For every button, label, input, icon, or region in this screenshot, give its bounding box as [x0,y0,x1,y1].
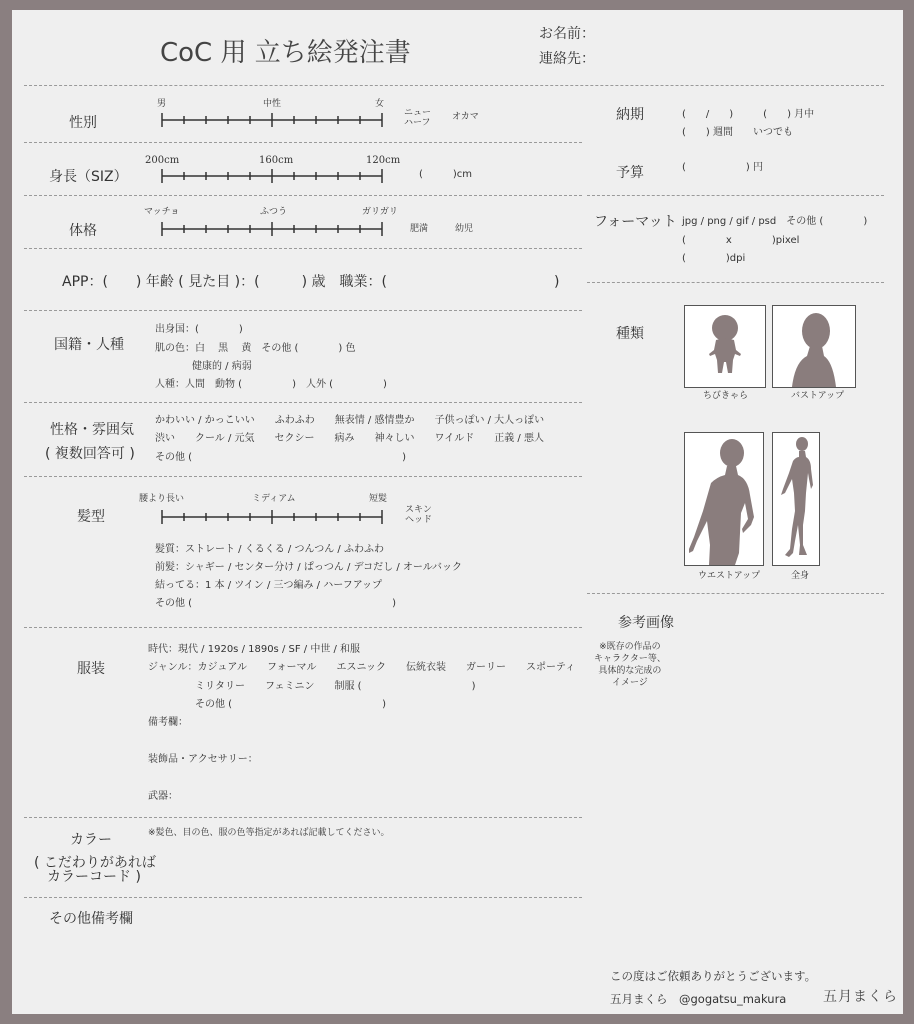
page-title: CoC 用 立ち絵発注書 [160,38,411,68]
format-dpi[interactable]: ( )dpi [682,253,746,264]
type-option-chibi[interactable] [684,305,766,388]
personality-options-2[interactable]: 渋い クール / 元気 セクシー 病み 神々しい ワイルド 正義 / 悪人 [155,433,544,444]
hair-texture[interactable]: 髪質：ストレート / くるくる / つんつん / ふわふわ [155,544,384,555]
budget-field[interactable]: ( ) 円 [682,162,763,173]
type-label-waistup: ウエストアップ [698,571,761,581]
format-label: フォーマット [594,214,677,230]
type-option-fullbody[interactable] [772,432,820,566]
height-scale-mid: 160cm [259,155,294,166]
hair-option-skinhead[interactable]: スキン ヘッド [405,505,433,525]
author-credit: 五月まくら @gogatsu_makura [610,992,787,1006]
fullbody-silhouette-icon [773,433,819,565]
deadline-label: 納期 [616,107,644,123]
bustup-silhouette-icon [773,306,855,387]
app-age-job-line[interactable]: APP：( ) 年齢 ( 見た目 )：( ) 歳 職業：( [62,274,387,290]
gender-scale-mid: 中性 [263,99,282,109]
clothing-era[interactable]: 時代：現代 / 1920s / 1890s / SF / 中世 / 和服 [148,644,361,655]
divider [587,195,884,196]
divider [24,897,582,898]
build-scale-left: マッチョ [144,207,180,217]
color-label: カラー [70,832,112,848]
hair-tied[interactable]: 結ってる：1 本 / ツイン / 三つ編み / ハーフアップ [155,580,383,591]
hair-bangs[interactable]: 前髪：シャギー / センター分け / ぱっつん / デコだし / オールバック [155,562,463,573]
hair-label: 髪型 [77,509,105,525]
color-note: ※髪色、目の色、服の色等指定があれば記載してください。 [148,828,390,838]
type-label-fullbody: 全身 [791,571,810,581]
other-notes-label: その他備考欄 [49,911,133,927]
color-sublabel-1: ( こだわりがあれば [34,855,156,871]
build-option-obese[interactable]: 肥満 [410,224,429,234]
height-label: 身長（SIZ） [49,169,128,185]
personality-sublabel: ( 複数回答可 ) [45,446,135,462]
divider [24,627,582,628]
divider [24,402,582,403]
deadline-date[interactable]: ( / ) ( ) 月中 [682,109,815,120]
divider [24,476,582,477]
format-filetype[interactable]: jpg / png / gif / psd その他 ( ) [682,216,868,227]
clothing-notes-label: 備考欄： [148,717,188,728]
build-label: 体格 [69,223,97,239]
divider [587,282,884,283]
name-label: お名前： [539,26,595,42]
personality-other[interactable]: その他 ( ) [155,452,406,463]
build-scale-mid: ふつう [260,207,288,217]
divider [24,310,582,311]
gender-option-okama[interactable]: オカマ [452,112,479,122]
deadline-weeks[interactable]: ( ) 週間 いつでも [682,127,793,138]
gender-label: 性別 [69,115,97,131]
author-signature: 五月まくら [823,989,898,1005]
type-option-bustup[interactable] [772,305,856,388]
app-line-close: ) [554,274,560,290]
accessories-label: 装飾品・アクセサリー： [148,754,258,765]
chibi-silhouette-icon [685,306,765,387]
nationality-skin[interactable]: 肌の色：白 黒 黄 その他 ( ) 色 [155,343,356,354]
hair-scale-left: 腰より長い [139,494,185,504]
type-label: 種類 [616,326,644,342]
thanks-message: この度はご依頼ありがとうございます。 [610,969,817,983]
budget-label: 予算 [616,165,644,181]
contact-label: 連絡先： [539,51,595,67]
type-label-chibi: ちびきゃら [703,391,749,401]
height-scale[interactable] [160,168,384,184]
height-custom-field[interactable]: ( )cm [419,169,473,180]
nationality-race[interactable]: 人種：人間 動物 ( ) 人外 ( ) [155,379,387,390]
build-scale-right: ガリガリ [362,207,398,217]
hair-scale-mid: ミディアム [252,494,296,504]
gender-scale[interactable] [160,112,384,128]
reference-label: 参考画像 [618,615,674,631]
divider [24,195,582,196]
clothing-label: 服装 [77,661,105,677]
personality-label: 性格・雰囲気 [50,422,134,438]
gender-scale-right: 女 [375,99,385,109]
clothing-genre-2[interactable]: ミリタリー フェミニン 制服 ( ) [195,681,476,692]
build-option-infant[interactable]: 幼児 [455,224,474,234]
divider [24,817,582,818]
clothing-other[interactable]: その他 ( ) [195,699,386,710]
weapon-label: 武器： [148,791,178,802]
waistup-silhouette-icon [685,433,763,565]
color-sublabel-2: カラーコード ) [47,869,141,885]
divider [587,593,884,594]
gender-scale-left: 男 [157,99,167,109]
nationality-origin[interactable]: 出身国：( ) [155,324,243,335]
hair-scale-right: 短髪 [369,494,388,504]
divider [24,142,582,143]
personality-options-1[interactable]: かわいい / かっこいい ふわふわ 無表情 / 感情豊か 子供っぽい / 大人っぽい [155,415,545,426]
nationality-label: 国籍・人種 [54,337,124,353]
type-option-waistup[interactable] [684,432,764,566]
divider [24,85,884,86]
nationality-health[interactable]: 健康的 / 病弱 [192,361,252,372]
height-scale-left: 200cm [145,155,180,166]
hair-other[interactable]: その他 ( ) [155,598,396,609]
build-scale[interactable] [160,221,384,237]
height-scale-right: 120cm [366,155,401,166]
order-sheet [12,10,903,1014]
gender-option-newhalf[interactable]: ニュー ハーフ [404,108,432,128]
type-label-bustup: バストアップ [791,391,845,401]
reference-note: ※既存の作品の キャラクター等、 具体的な完成の イメージ [594,642,666,689]
hair-scale[interactable] [160,509,384,525]
divider [24,248,582,249]
clothing-genre[interactable]: ジャンル：カジュアル フォーマル エスニック 伝統衣装 ガーリー スポーティ [148,662,576,673]
format-pixel[interactable]: ( x )pixel [682,235,800,246]
